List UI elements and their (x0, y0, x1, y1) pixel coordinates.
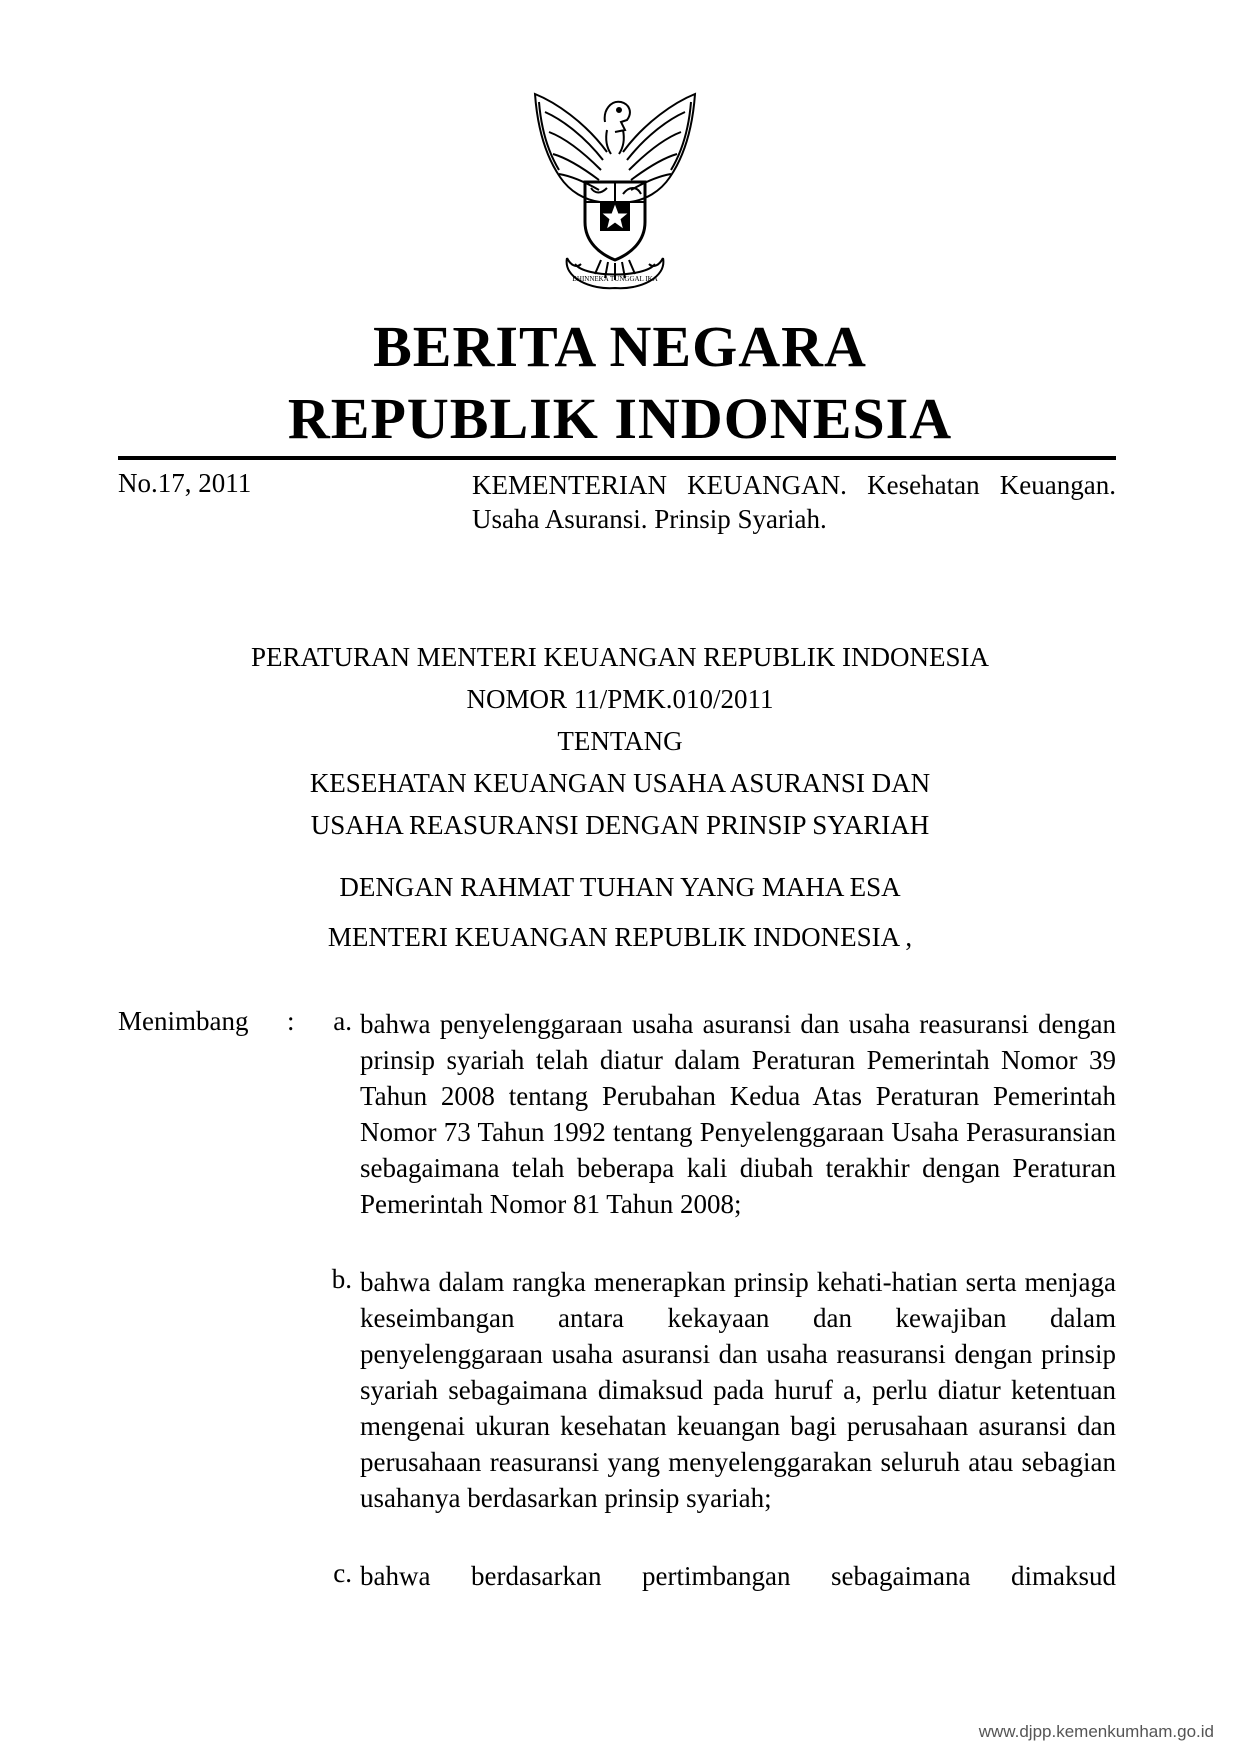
emblem-motto: BHINNEKA TUNGGAL IKA (572, 275, 658, 283)
considering-item-text: bahwa berdasarkan pertimbangan sebagaimana dimaksud (360, 1561, 1116, 1591)
masthead-rule (118, 456, 1116, 460)
considering-item-text: bahwa penyelenggaraan usaha asuransi dan usaha reasuransi dengan prinsip syariah telah diatur dalam Peraturan Pemerintah Nomor 39 Tahun 2008 tentang Perubahan Kedua Atas Peraturan Pemerintah Nomor 73 Tahun 1992 tentang Penyelenggaraan Usaha Perasuransian sebagaimana telah beberapa kali diubah terakhir dengan Peraturan Pemerintah Nomor 81 Tahun 2008; (360, 1009, 1116, 1219)
considering-item-letter: a. (333, 1006, 352, 1036)
considering-item-letter: c. (333, 1558, 352, 1588)
footer-url: www.djpp.kemenkumham.go.id (978, 1722, 1214, 1741)
regulation-subject-line2: USAHA REASURANSI DENGAN PRINSIP SYARIAH (310, 810, 930, 840)
invocation: DENGAN RAHMAT TUHAN YANG MAHA ESA (339, 872, 901, 902)
considering-item-text: bahwa dalam rangka menerapkan prinsip kehati-hatian serta menjaga keseimbangan antara kekayaan dan kewajiban dalam penyelenggaraan usaha asuransi dan usaha reasuransi dengan prinsip syariah sebagaimana dimaksud pada huruf a, perlu diatur ketentuan mengenai ukuran kesehatan keuangan bagi perusahaan asuransi dan perusahaan reasuransi yang menyelenggarakan seluruh atau sebagian usahanya berdasarkan prinsip syariah; (360, 1267, 1116, 1513)
regulation-number: NOMOR 11/PMK.010/2011 (466, 684, 774, 714)
minister-heading: MENTERI KEUANGAN REPUBLIK INDONESIA , (327, 922, 913, 952)
garuda-emblem-icon (515, 82, 715, 292)
issue-number: No.17, 2011 (118, 468, 252, 498)
considering-colon: : (287, 1006, 295, 1036)
issue-subject: KEMENTERIAN KEUANGAN. Kesehatan Keuangan. Usaha Asuransi. Prinsip Syariah. (472, 470, 1116, 534)
regulation-title: PERATURAN MENTERI KEUANGAN REPUBLIK INDONESIA (251, 642, 989, 672)
considering-item-letter: b. (331, 1264, 352, 1294)
masthead-title-line2: REPUBLIK INDONESIA (287, 386, 953, 451)
masthead-title-line1: BERITA NEGARA (373, 314, 867, 379)
regulation-subject-line1: KESEHATAN KEUANGAN USAHA ASURANSI DAN (309, 768, 931, 798)
regulation-about: TENTANG (557, 726, 683, 756)
considering-label: Menimbang (118, 1006, 249, 1036)
